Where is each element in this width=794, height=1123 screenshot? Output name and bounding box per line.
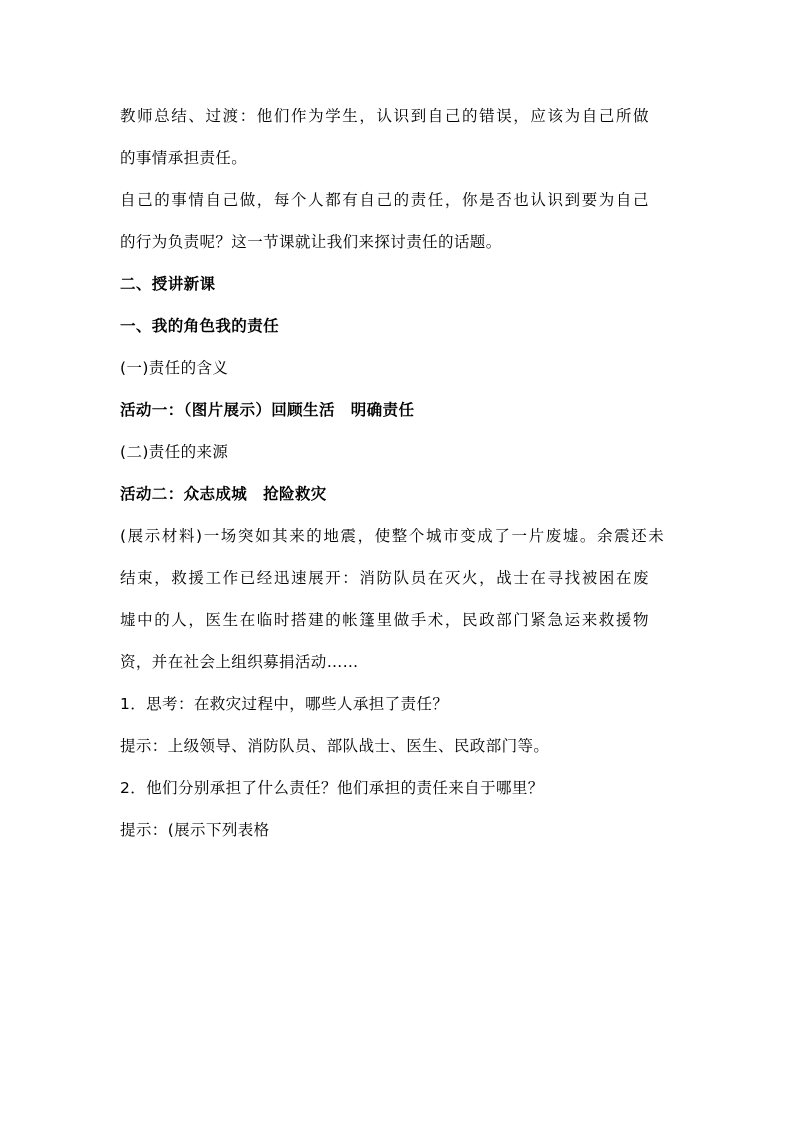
material-line-2: 结束，救援工作已经迅速展开：消防队员在灭火，战士在寻找被困在废 [120,569,651,587]
subheading-meaning: (一)责任的含义 [120,359,229,377]
material-line-3: 墟中的人，医生在临时搭建的帐篷里做手术，民政部门紧急运来救援物 [120,611,651,629]
hint-2: 提示：(展示下列表格 [120,821,270,839]
material-line-4: 资，并在社会上组织募捐活动…… [120,653,359,671]
question-1: 1．思考：在救灾过程中，哪些人承担了责任？ [120,695,449,713]
section-heading-new-lesson: 二、授讲新课 [120,275,216,293]
subheading-source: (二)责任的来源 [120,443,229,461]
paragraph-responsibility-line-2: 的行为负责呢？这一节课就让我们来探讨责任的话题。 [120,233,502,251]
material-line-1: (展示材料)一场突如其来的地震，使整个城市变成了一片废墟。余震还未 [120,527,666,545]
paragraph-summary-line-1: 教师总结、过渡：他们作为学生，认识到自己的错误，应该为自己所做 [120,107,651,125]
activity-one-heading: 活动一：（图片展示）回顾生活 明确责任 [120,401,415,419]
hint-1: 提示：上级领导、消防队员、部队战士、医生、民政部门等。 [120,737,550,755]
paragraph-summary-line-2: 的事情承担责任。 [120,149,248,167]
activity-two-heading: 活动二：众志成城 抢险救灾 [120,485,327,503]
question-2: 2．他们分别承担了什么责任？他们承担的责任来自于哪里？ [120,779,544,797]
paragraph-responsibility-line-1: 自己的事情自己做，每个人都有自己的责任，你是否也认识到要为自己 [120,191,651,209]
section-heading-my-role: 一、我的角色我的责任 [120,317,280,335]
